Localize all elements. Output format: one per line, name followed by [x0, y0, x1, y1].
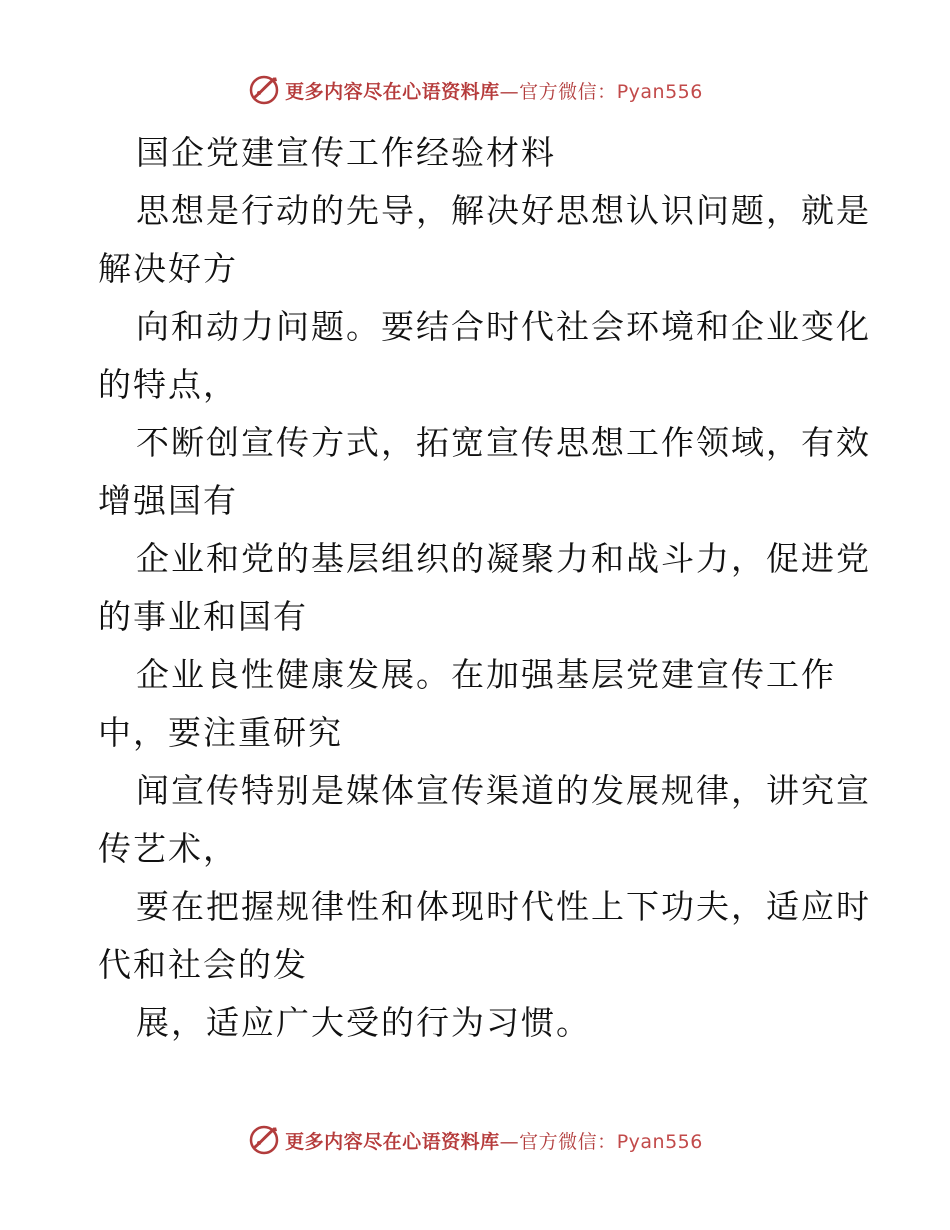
- header-banner-text: [285, 77, 703, 104]
- footer-banner-dash: —: [499, 1130, 520, 1153]
- header-banner-wechat-id: Pyan556: [616, 80, 703, 103]
- footer-banner-wechat-id: Pyan556: [616, 1130, 703, 1153]
- paragraph-line: 思想是行动的先导，解决好思想认识问题，就是: [136, 191, 871, 230]
- paragraph-line: 向和动力问题。要结合时代社会环境和企业变化: [136, 307, 871, 346]
- header-banner: [0, 70, 950, 110]
- paragraph-line: 展，适应广大受的行为习惯。: [136, 1003, 591, 1042]
- paragraph-line: 企业和党的基层组织的凝聚力和战斗力，促进党: [136, 539, 871, 578]
- footer-banner-sub: 官方微信：: [519, 1130, 617, 1153]
- paragraph-line: 代和社会的发: [98, 945, 308, 984]
- paragraph-line: 传艺术，: [98, 829, 238, 868]
- footer-banner-main: 更多内容尽在心语资料库: [285, 1130, 500, 1153]
- paragraph-line: 要在把握规律性和体现时代性上下功夫，适应时: [136, 887, 871, 926]
- paragraph-line: 企业良性健康发展。在加强基层党建宣传工作: [136, 655, 836, 694]
- document-title: 国企党建宣传工作经验材料: [136, 133, 556, 172]
- paragraph-line: 闻宣传特别是媒体宣传渠道的发展规律，讲究宣: [136, 771, 871, 810]
- header-banner-sub: 官方微信：: [519, 80, 617, 103]
- pen-circle-logo-icon: [247, 73, 281, 107]
- footer-banner: [0, 1120, 950, 1160]
- paragraph-line: 的特点，: [98, 365, 238, 404]
- pen-circle-logo-icon: [247, 1123, 281, 1157]
- paragraph-line: 解决好方: [98, 249, 238, 288]
- header-banner-dash: —: [499, 80, 520, 103]
- paragraph-line: 中，要注重研究: [98, 713, 343, 752]
- paragraph-line: 的事业和国有: [98, 597, 308, 636]
- footer-banner-text: [285, 1127, 703, 1154]
- paragraph-line: 不断创宣传方式，拓宽宣传思想工作领域，有效: [136, 423, 871, 462]
- document-body: [98, 124, 871, 1052]
- header-banner-main: 更多内容尽在心语资料库: [285, 80, 500, 103]
- paragraph-line: 增强国有: [98, 481, 238, 520]
